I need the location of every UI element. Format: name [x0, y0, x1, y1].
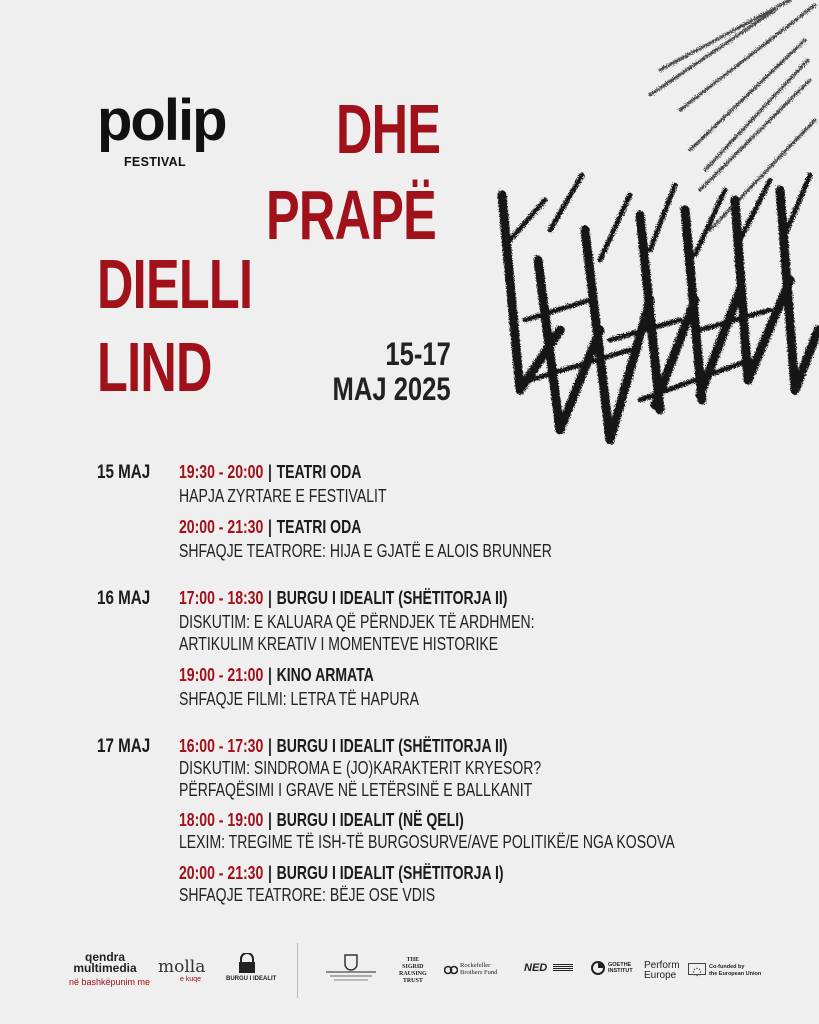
- title-line-2: PRAPË: [266, 176, 437, 254]
- rockefeller-icon: [444, 962, 458, 972]
- ned-logo: NED: [524, 962, 548, 974]
- perform-europe-logo: [644, 961, 680, 981]
- event-description: SHFAQJE FILMI: LETRA TË HAPURA: [179, 689, 420, 709]
- sigrid-line: SIGRID: [402, 964, 424, 970]
- schedule-day-16: 16 MAJ: [97, 588, 151, 609]
- event-separator: |: [267, 462, 272, 482]
- eu-flag-icon: [688, 963, 706, 975]
- title-line-3: DIELLI: [97, 245, 253, 323]
- qendra-multimedia-logo: [70, 952, 140, 974]
- burgu-logo-text: BURGU I IDEALIT: [226, 976, 277, 982]
- ned-logo-lines: [553, 964, 573, 972]
- date-month-year: MAJ 2025: [332, 371, 451, 407]
- goethe-institut-logo-text: [608, 962, 633, 974]
- event-time: 19:00 - 21:00: [179, 665, 264, 685]
- event-description: DISKUTIM: SINDROMA E (JO)KARAKTERIT KRYESOR?: [179, 758, 542, 778]
- eu-line: the European Union: [709, 970, 762, 977]
- event-separator: |: [267, 810, 272, 830]
- event-venue: KINO ARMATA: [276, 665, 374, 685]
- goethe-line: GOETHE: [608, 962, 632, 968]
- event-header: [179, 664, 374, 686]
- event-description: HAPJA ZYRTARE E FESTIVALIT: [179, 486, 387, 506]
- event-venue: BURGU I IDEALIT (SHËTITORJA II): [276, 736, 508, 756]
- perform-line: Europe: [644, 970, 677, 981]
- event-header: [179, 587, 507, 609]
- event-time: 16:00 - 17:30: [179, 736, 264, 756]
- event-venue: BURGU I IDEALIT (SHËTITORJA II): [276, 588, 508, 608]
- event-time: 20:00 - 21:30: [179, 863, 264, 883]
- molla-e-kuqe-logo: molla: [158, 957, 206, 977]
- event-header: [179, 809, 464, 831]
- festival-logo-wordmark: polip: [97, 88, 226, 153]
- event-separator: |: [267, 517, 272, 537]
- festival-logo-subtitle: FESTIVAL: [124, 155, 186, 169]
- title-line-1: DHE: [336, 90, 441, 168]
- perform-line: Perform: [644, 960, 680, 971]
- event-header: [179, 735, 507, 757]
- event-venue: BURGU I IDEALIT (SHËTITORJA I): [276, 863, 504, 883]
- rockefeller-line: Rockefeller: [460, 962, 491, 969]
- sigrid-line: THE: [406, 957, 420, 963]
- title-line-4: LIND: [97, 328, 212, 406]
- eu-cofunded-text: [709, 964, 761, 977]
- event-description: ARTIKULIM KREATIV I MOMENTEVE HISTORIKE: [179, 634, 499, 654]
- brush-figures-artwork: [490, 0, 819, 460]
- event-time: 19:30 - 20:00: [179, 462, 264, 482]
- event-venue: BURGU I IDEALIT (NË QELI): [276, 810, 464, 830]
- event-separator: |: [267, 665, 272, 685]
- event-header: [179, 516, 361, 538]
- eu-line: Co-funded by: [709, 964, 745, 970]
- sigrid-rausing-trust-logo: [399, 957, 427, 985]
- event-description: SHFAQJE TEATRORE: HIJA E GJATË E ALOIS BRUNNER: [179, 541, 552, 561]
- burgu-lock-icon: [236, 953, 258, 973]
- molla-logo-sub: e kuqe: [180, 976, 202, 983]
- goethe-icon: [591, 961, 605, 975]
- event-venue: TEATRI ODA: [276, 517, 362, 537]
- event-description: SHFAQJE TEATRORE: BËJE OSE VDIS: [179, 885, 436, 905]
- event-separator: |: [267, 588, 272, 608]
- footer-divider: [297, 943, 298, 998]
- event-time: 18:00 - 19:00: [179, 810, 264, 830]
- goethe-line: INSTITUT: [608, 968, 633, 974]
- event-separator: |: [267, 736, 272, 756]
- event-time: 20:00 - 21:30: [179, 517, 264, 537]
- rockefeller-line: Brothers Fund: [460, 969, 498, 976]
- event-venue: TEATRI ODA: [276, 462, 362, 482]
- event-description: LEXIM: TREGIME TË ISH-TË BURGOSURVE/AVE POLITIKË/E NGA KOSOVA: [179, 832, 675, 852]
- schedule-day-15: 15 MAJ: [97, 462, 151, 483]
- sigrid-line: RAUSING: [399, 971, 427, 977]
- event-header: [179, 862, 504, 884]
- event-description: DISKUTIM: E KALUARA QË PËRNDJEK TË ARDHMEN:: [179, 612, 535, 632]
- ministry-crest-icon: [326, 953, 376, 981]
- event-time: 17:00 - 18:30: [179, 588, 264, 608]
- event-header: [179, 461, 361, 483]
- schedule-day-17: 17 MAJ: [97, 736, 151, 757]
- collaboration-text: në bashkëpunim me: [69, 977, 151, 987]
- date-range: 15-17: [385, 336, 451, 372]
- sigrid-line: TRUST: [402, 978, 423, 984]
- rockefeller-logo-text: [460, 962, 497, 976]
- qendra-logo-line1: qendra: [84, 950, 125, 964]
- qendra-logo-line2: multimedia: [73, 961, 137, 975]
- event-description: PËRFAQËSIMI I GRAVE NË LETËRSINË E BALLKANIT: [179, 780, 533, 800]
- event-separator: |: [267, 863, 272, 883]
